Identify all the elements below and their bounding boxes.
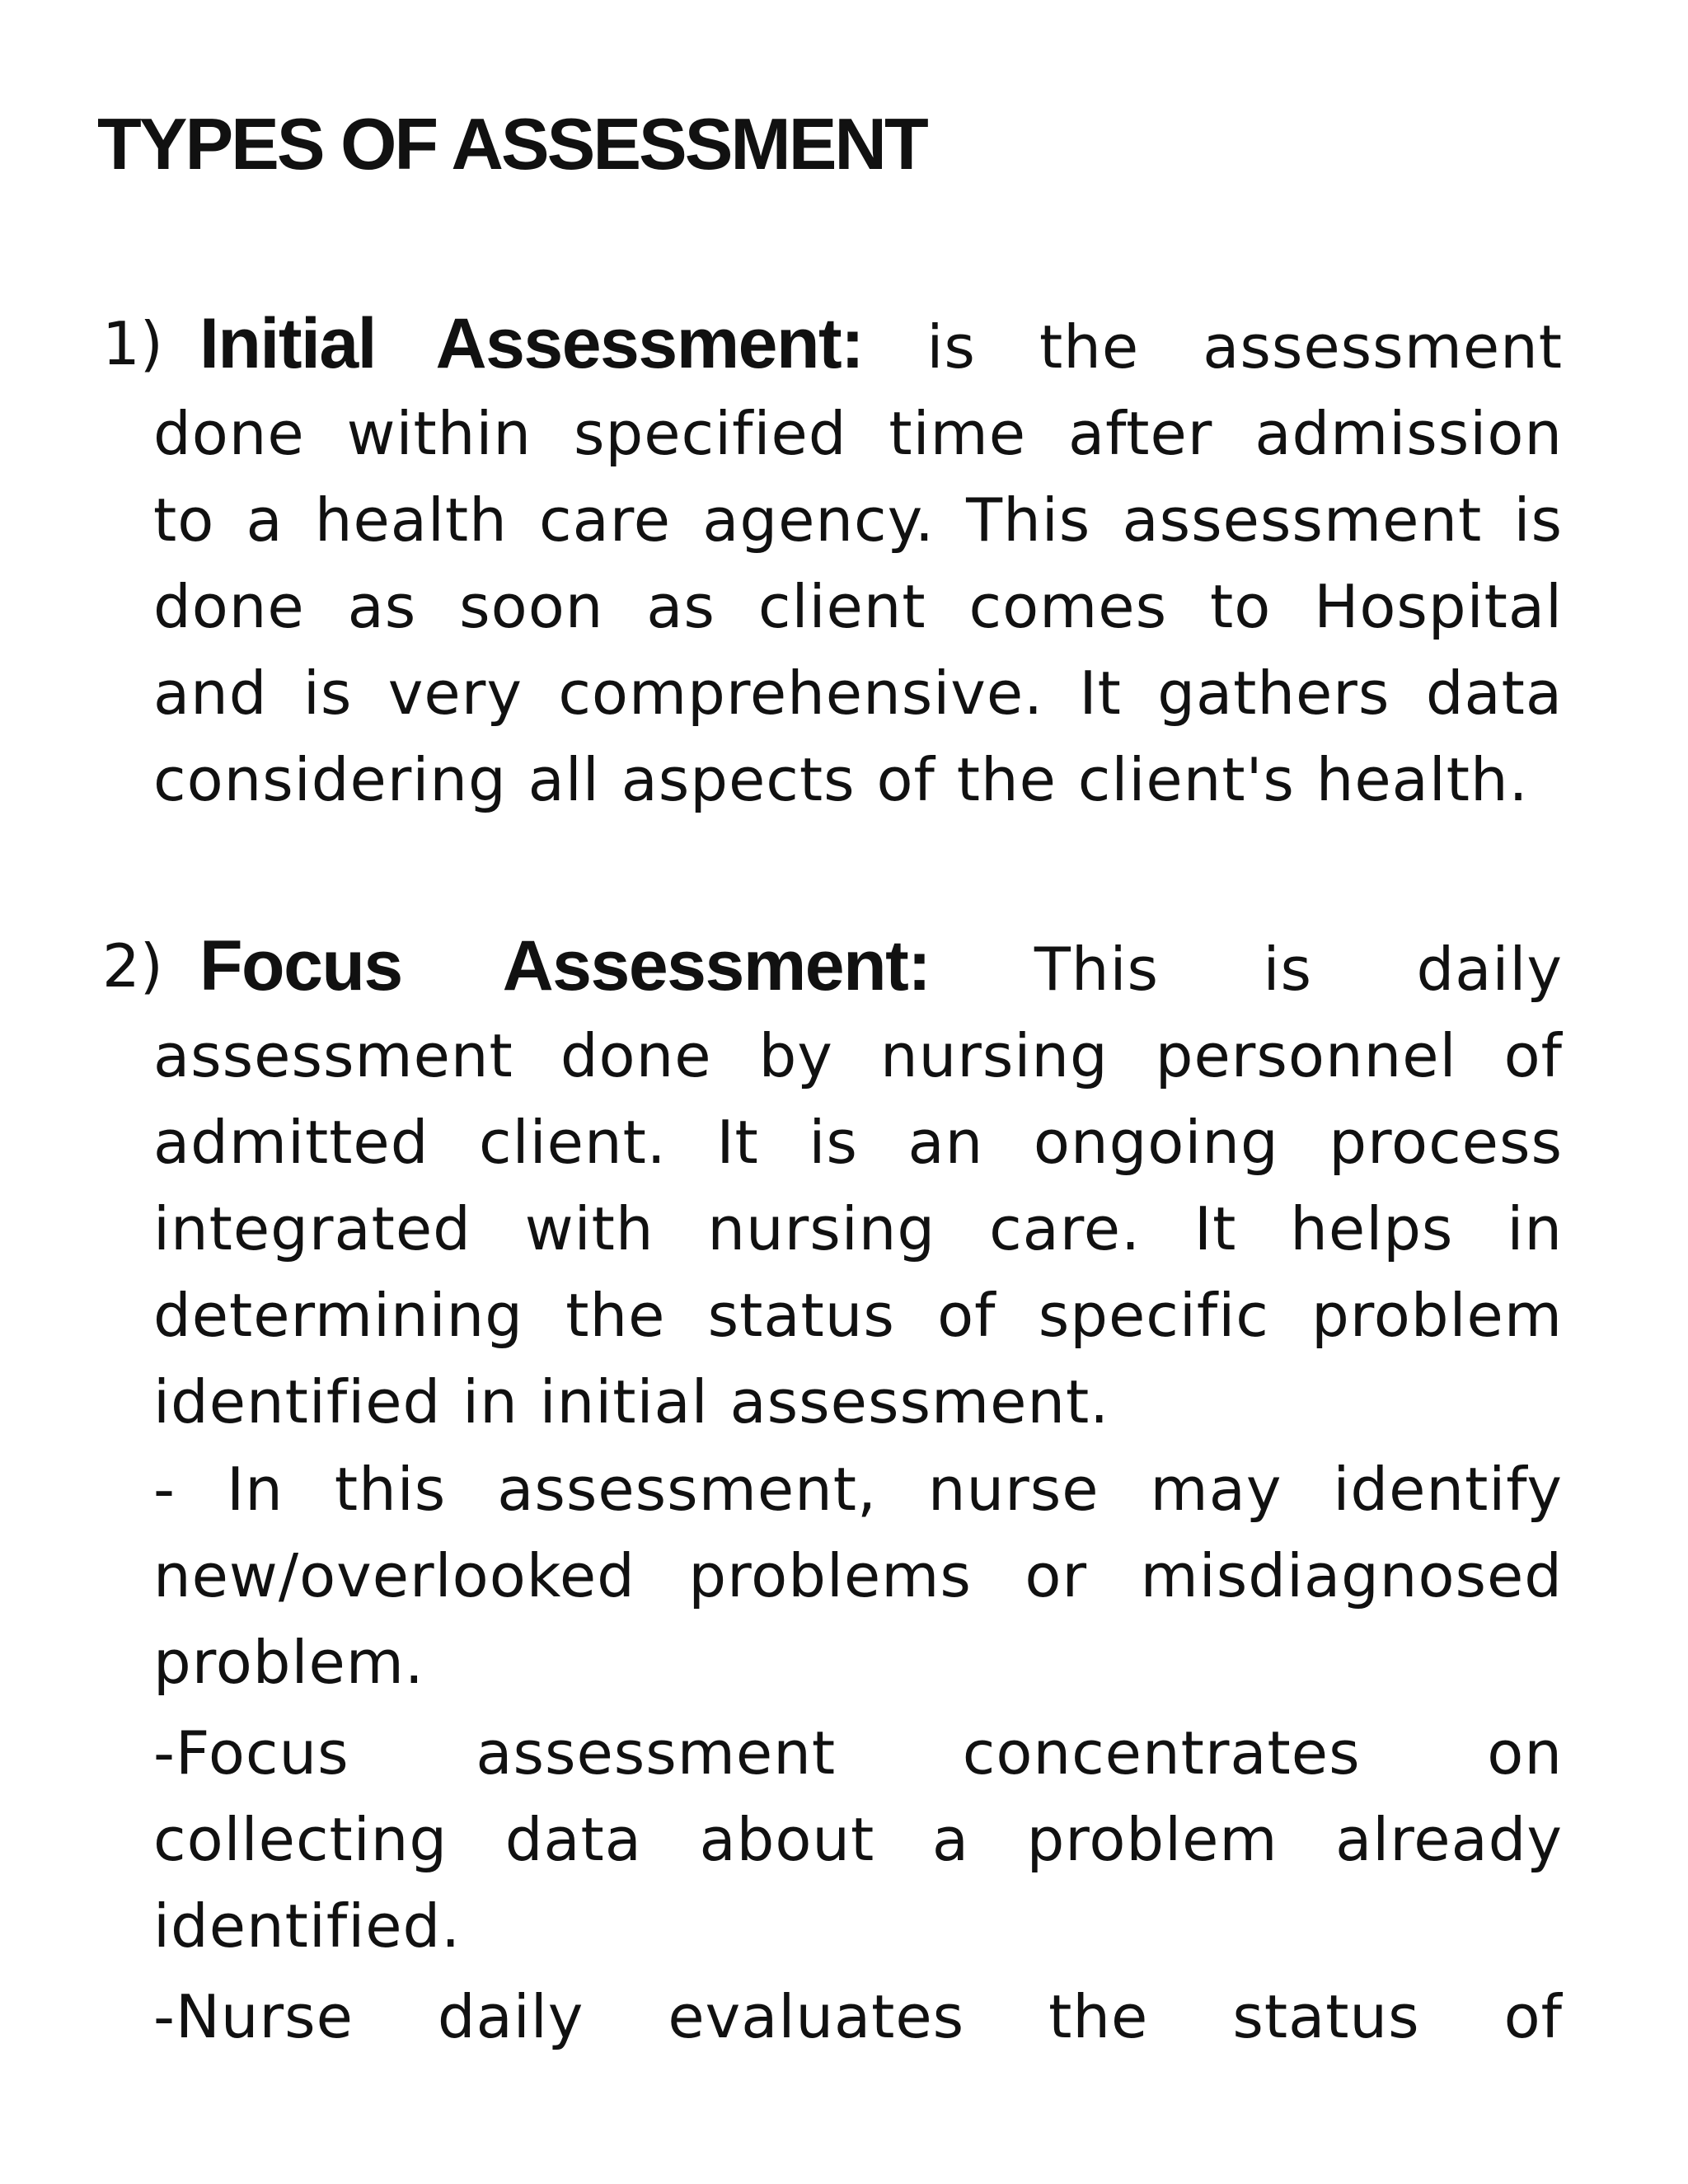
item-text-line: identified in initial assessment. — [153, 1367, 1110, 1436]
item-heading: Initial Assessment: — [199, 304, 864, 383]
sub-point — [153, 1446, 1563, 1706]
item-first-line — [153, 923, 1563, 1013]
item-text-line: determining the status of specific problem — [153, 1281, 1563, 1350]
item-text-line: integrated with nursing care. It helps in — [153, 1194, 1563, 1263]
sub-point-line: -Nurse daily evaluates the status of — [153, 1982, 1563, 2051]
item-text-line: and is very comprehensive. It gathers data — [153, 658, 1563, 728]
item-text-line: is the assessment — [863, 312, 1563, 382]
item-first-line — [153, 301, 1563, 391]
sub-point-line: -Focus assessment concentrates on — [153, 1718, 1563, 1788]
sub-point — [153, 1974, 1563, 2060]
item-heading: Focus Assessment: — [199, 926, 931, 1005]
list-item-initial-assessment — [153, 301, 1563, 823]
item-number: 2) — [102, 931, 163, 1001]
page-title: TYPES OF ASSESSMENT — [97, 103, 926, 185]
item-text-line: assessment done by nursing personnel of — [153, 1021, 1563, 1090]
item-text-line: considering all aspects of the client's health. — [153, 745, 1529, 814]
list-item-focus-assessment — [153, 923, 1563, 1446]
sub-point-line: collecting data about a problem already — [153, 1805, 1563, 1874]
sub-point-line: problem. — [153, 1628, 424, 1697]
item-text-line: done as soon as client comes to Hospital — [153, 572, 1563, 641]
item-number: 1) — [102, 309, 163, 378]
sub-point-line: - In this assessment, nurse may identify — [153, 1455, 1563, 1524]
sub-point — [153, 1710, 1563, 1970]
item-text-line: admitted client. It is an ongoing process — [153, 1108, 1563, 1177]
item-text-line: to a health care agency. This assessment is — [153, 485, 1563, 555]
item-text-line: This is daily — [930, 935, 1563, 1004]
sub-point-line: new/overlooked problems or misdiagnosed — [153, 1541, 1563, 1610]
sub-point-line: identified. — [153, 1891, 462, 1961]
item-text-line: done within specified time after admission — [153, 399, 1563, 468]
